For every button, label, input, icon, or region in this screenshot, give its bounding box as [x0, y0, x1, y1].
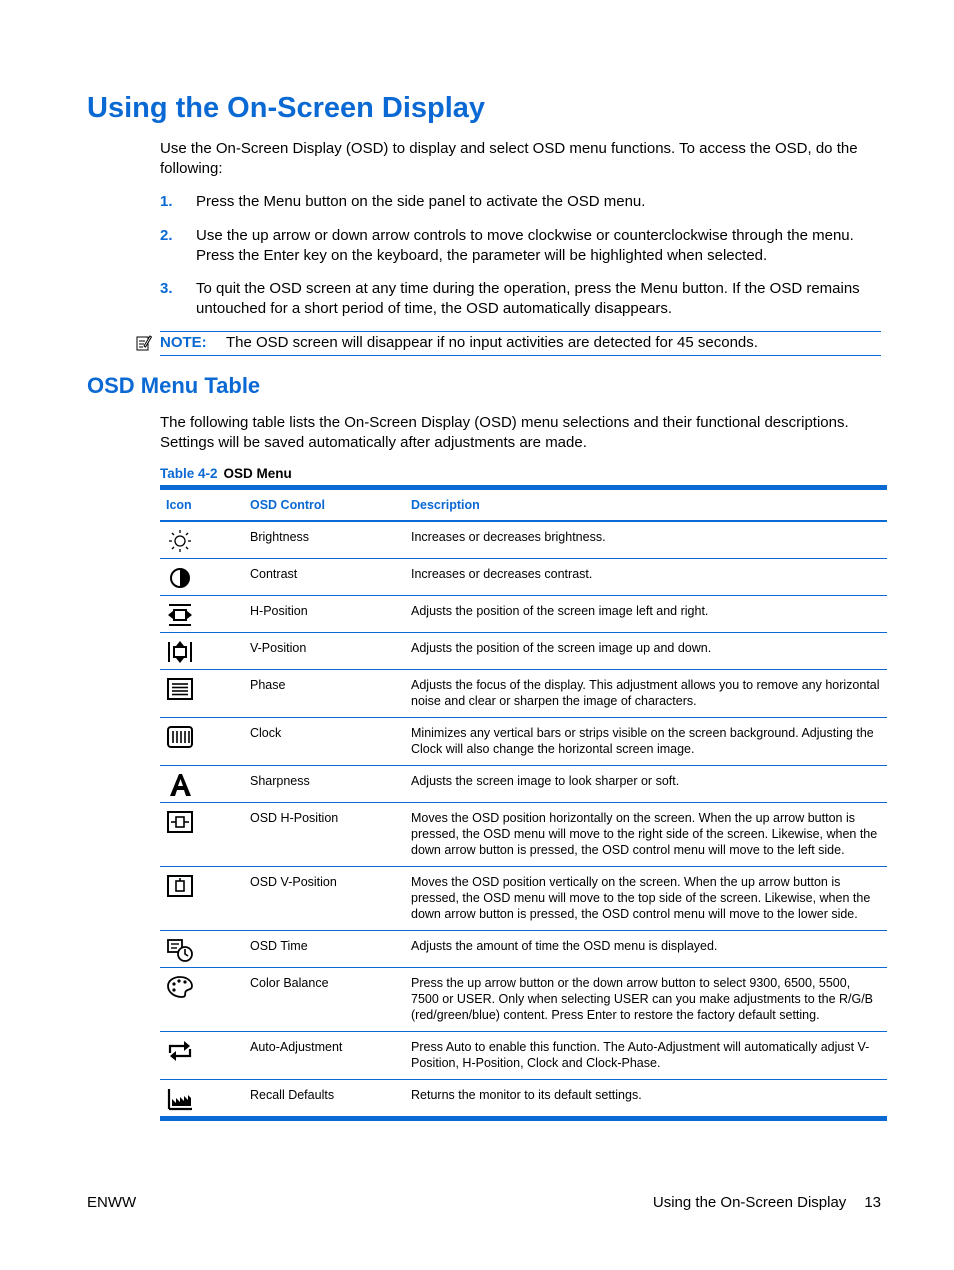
- intro-paragraph: Use the On-Screen Display (OSD) to display and select OSD menu functions. To access the OSD, do the following:: [160, 140, 858, 177]
- phase-icon: [166, 676, 194, 702]
- description-cell: Adjusts the position of the screen image up and down.: [405, 633, 887, 670]
- table-row: [160, 633, 887, 670]
- table-row: [160, 968, 887, 1032]
- page-number: 13: [864, 1194, 881, 1211]
- step-number: 2.: [160, 227, 173, 244]
- description-cell: Adjusts the screen image to look sharper or soft.: [405, 766, 887, 803]
- icon-cell: [160, 633, 244, 670]
- icon-cell: [160, 931, 244, 968]
- osd-menu-table: [160, 485, 887, 1121]
- control-cell: Sharpness: [244, 766, 405, 803]
- table-row: [160, 521, 887, 559]
- page-title: Using the On-Screen Display: [87, 92, 486, 124]
- description-cell: Moves the OSD position vertically on the screen. When the up arrow button is pressed, the OSD menu will move to the top side of the screen. Likewise, when the down arrow button is pressed, the OSD control menu will move to the lower side.: [405, 867, 887, 931]
- table-row: [160, 1032, 887, 1080]
- description-cell: Moves the OSD position horizontally on the screen. When the up arrow button is pressed, the OSD menu will move to the right side of the screen. Likewise, when the down arrow button is pressed, the OSD control menu will move to the left side.: [405, 803, 887, 867]
- control-cell: OSD H-Position: [244, 803, 405, 867]
- description-cell: Press the up arrow button or the down arrow button to select 9300, 6500, 5500, 7500 or USER. Only when selecting USER can you make adjustments to the R/G/B (red/green/blue) content. Press Enter to restore the factory default setting.: [405, 968, 887, 1032]
- control-cell: OSD V-Position: [244, 867, 405, 931]
- osd-v-position-icon: [166, 873, 194, 899]
- step-number: 3.: [160, 280, 173, 297]
- icon-cell: [160, 670, 244, 718]
- table-caption: [160, 466, 292, 481]
- sharpness-icon: [166, 772, 194, 798]
- footer-section-title: Using the On-Screen Display: [652, 1194, 847, 1211]
- header-description: Description: [405, 488, 887, 522]
- clock-icon: [166, 724, 194, 750]
- step-number: 1.: [160, 193, 173, 210]
- color-balance-icon: [166, 974, 194, 1000]
- control-cell: OSD Time: [244, 931, 405, 968]
- icon-cell: [160, 968, 244, 1032]
- control-cell: Color Balance: [244, 968, 405, 1032]
- contrast-icon: [166, 565, 194, 591]
- table-row: [160, 718, 887, 766]
- recall-defaults-icon: [166, 1086, 194, 1112]
- icon-cell: [160, 559, 244, 596]
- step-text: Press the Menu button on the side panel to activate the OSD menu.: [196, 193, 646, 210]
- control-cell: Phase: [244, 670, 405, 718]
- table-row: [160, 670, 887, 718]
- description-cell: Minimizes any vertical bars or strips visible on the screen background. Adjusting the Clock will also change the horizontal screen image.: [405, 718, 887, 766]
- icon-cell: [160, 766, 244, 803]
- header-osd-control: OSD Control: [244, 488, 405, 522]
- osd-time-icon: [166, 937, 194, 963]
- control-cell: Auto-Adjustment: [244, 1032, 405, 1080]
- table-title: OSD Menu: [223, 466, 292, 481]
- icon-cell: [160, 521, 244, 559]
- table-number: Table 4-2: [160, 466, 218, 481]
- description-cell: Adjusts the focus of the display. This adjustment allows you to remove any horizontal noise and clear or sharpen the image of characters.: [405, 670, 887, 718]
- step-text: To quit the OSD screen at any time during the operation, press the Menu button. If the OSD remains untouched for a short period of time, the OSD automatically disappears.: [196, 280, 860, 317]
- control-cell: V-Position: [244, 633, 405, 670]
- brightness-icon: [166, 528, 194, 554]
- control-cell: Contrast: [244, 559, 405, 596]
- table-header-row: [160, 488, 887, 522]
- icon-cell: [160, 867, 244, 931]
- h-position-icon: [166, 602, 194, 628]
- description-cell: Returns the monitor to its default settings.: [411, 1088, 642, 1102]
- icon-cell: [160, 1032, 244, 1080]
- footer-right: [653, 1194, 881, 1211]
- table-row: [160, 596, 887, 633]
- auto-adjustment-icon: [166, 1038, 194, 1064]
- table-row: [160, 803, 887, 867]
- table-row: [160, 867, 887, 931]
- icon-cell: [160, 803, 244, 867]
- icon-cell: [160, 596, 244, 633]
- control-cell: Recall Defaults: [250, 1088, 335, 1102]
- description-cell: Increases or decreases brightness.: [405, 521, 887, 559]
- note-box: [160, 331, 881, 356]
- description-cell: Press Auto to enable this function. The Auto-Adjustment will automatically adjust V-Position, H-Position, Clock and Clock-Phase.: [405, 1032, 887, 1080]
- description-cell: Adjusts the position of the screen image left and right.: [405, 596, 887, 633]
- control-cell: Clock: [244, 718, 405, 766]
- icon-cell: [160, 1080, 244, 1119]
- description-cell: Increases or decreases contrast.: [405, 559, 887, 596]
- section-intro: The following table lists the On-Screen Display (OSD) menu selections and their functional descriptions. Settings will be saved automatically after adjustments are made.: [160, 414, 849, 451]
- table-row: [160, 1080, 887, 1119]
- control-cell: H-Position: [244, 596, 405, 633]
- table-row: [160, 766, 887, 803]
- note-label: NOTE:: [160, 334, 207, 351]
- note-text: The OSD screen will disappear if no input activities are detected for 45 seconds.: [226, 334, 758, 351]
- note-pencil-icon: [136, 334, 152, 351]
- section-title: OSD Menu Table: [87, 373, 261, 398]
- step-text: Use the up arrow or down arrow controls to move clockwise or counterclockwise through the menu. Press the Enter key on the keyboard, the parameter will be highlighted when selected.: [196, 227, 854, 264]
- description-cell: Adjusts the amount of time the OSD menu is displayed.: [405, 931, 887, 968]
- osd-h-position-icon: [166, 809, 194, 835]
- v-position-icon: [166, 639, 194, 665]
- icon-cell: [160, 718, 244, 766]
- footer-left: ENWW: [87, 1194, 137, 1211]
- control-cell: Brightness: [244, 521, 405, 559]
- header-icon: Icon: [160, 488, 244, 522]
- table-row: [160, 931, 887, 968]
- table-row: [160, 559, 887, 596]
